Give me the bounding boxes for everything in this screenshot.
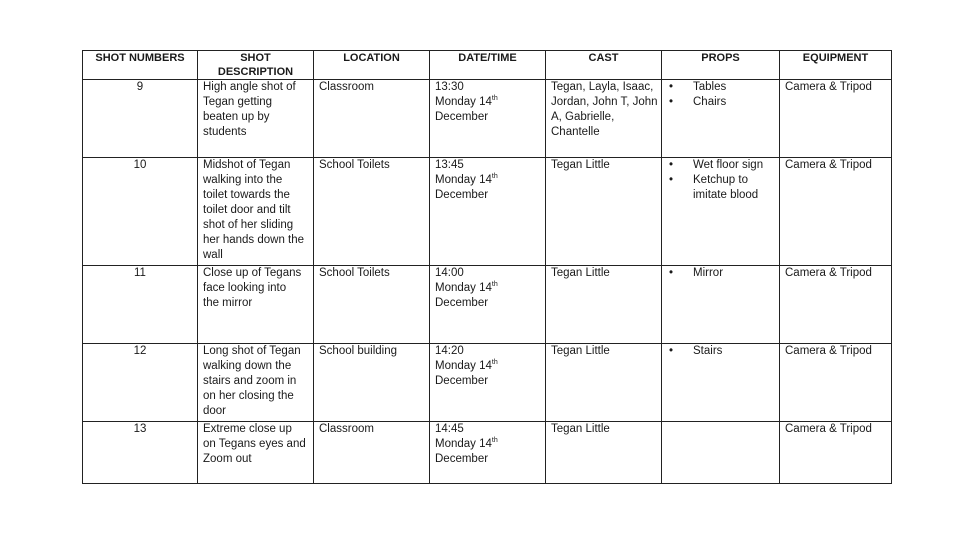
props-cell [662, 158, 780, 266]
time-text: 14:00 [435, 267, 464, 279]
description-line: Midshot of Tegan [203, 159, 291, 171]
cast-line: Tegan Little [551, 345, 610, 357]
day-suffix: th [491, 437, 498, 444]
header-row [83, 51, 892, 80]
description-line: beaten up by [203, 111, 270, 123]
shot-description-cell [198, 266, 314, 344]
description-line: Zoom out [203, 453, 252, 465]
description-line: shot of her sliding [203, 219, 294, 231]
cast-line: Chantelle [551, 126, 600, 138]
props-list [667, 344, 774, 359]
shot-description-cell [198, 158, 314, 266]
time-text: 14:45 [435, 423, 464, 435]
description-line: toilet door and tilt [203, 204, 291, 216]
description-line: High angle shot of [203, 81, 296, 93]
cast-cell [546, 266, 662, 344]
equipment-cell: Camera & Tripod [780, 158, 892, 266]
month-text: December [435, 111, 489, 123]
cast-cell [546, 80, 662, 158]
description-line: Close up of Tegans [203, 267, 302, 279]
table-row [83, 80, 892, 158]
shot-description-cell [198, 80, 314, 158]
location-cell: Classroom [314, 422, 430, 484]
day-suffix: th [491, 95, 498, 102]
table-row [83, 158, 892, 266]
props-cell [662, 266, 780, 344]
header-shot-numbers: SHOT NUMBERS [83, 51, 198, 80]
day-label: Monday 14 [435, 438, 492, 450]
cast-line: Tegan Little [551, 159, 610, 171]
props-list [667, 158, 774, 203]
location-cell: School building [314, 344, 430, 422]
day-suffix: th [491, 281, 498, 288]
cast-cell [546, 344, 662, 422]
description-line: the mirror [203, 297, 253, 309]
day-text [435, 359, 540, 374]
header-shot-description: SHOT DESCRIPTION [198, 51, 314, 80]
date-time-cell [430, 266, 546, 344]
description-line: walking into the [203, 174, 283, 186]
date-time-cell [430, 422, 546, 484]
prop-item: • Chairs [667, 95, 774, 110]
description-line: Tegan getting [203, 96, 273, 108]
table-row [83, 266, 892, 344]
prop-item: • Stairs [667, 344, 774, 359]
cast-cell [546, 422, 662, 484]
day-text [435, 95, 540, 110]
equipment-cell: Camera & Tripod [780, 80, 892, 158]
prop-item: • Ketchup to imitate blood [667, 173, 774, 203]
time-text: 14:20 [435, 345, 464, 357]
description-line: on her closing the [203, 390, 294, 402]
month-text: December [435, 453, 489, 465]
props-cell [662, 80, 780, 158]
description-line: stairs and zoom in [203, 375, 297, 387]
day-text [435, 437, 540, 452]
header-location: LOCATION [314, 51, 430, 80]
month-text: December [435, 189, 489, 201]
props-list [667, 266, 774, 281]
props-cell [662, 344, 780, 422]
cast-line: Tegan, Layla, Isaac, [551, 81, 654, 93]
description-line: Long shot of Tegan [203, 345, 301, 357]
cast-cell [546, 158, 662, 266]
time-text: 13:45 [435, 159, 464, 171]
location-cell: School Toilets [314, 158, 430, 266]
description-line: on Tegans eyes and [203, 438, 306, 450]
cast-line: A, Gabrielle, [551, 111, 615, 123]
description-line: walking down the [203, 360, 292, 372]
header-date-time: DATE/TIME [430, 51, 546, 80]
day-label: Monday 14 [435, 96, 492, 108]
day-label: Monday 14 [435, 174, 492, 186]
description-line: Extreme close up [203, 423, 292, 435]
header-props: PROPS [662, 51, 780, 80]
shot-description-cell [198, 344, 314, 422]
date-time-cell [430, 344, 546, 422]
cast-line: Tegan Little [551, 267, 610, 279]
table-row [83, 344, 892, 422]
day-text [435, 173, 540, 188]
location-cell: Classroom [314, 80, 430, 158]
prop-item: • Tables [667, 80, 774, 95]
day-text [435, 281, 540, 296]
equipment-cell: Camera & Tripod [780, 422, 892, 484]
day-suffix: th [491, 173, 498, 180]
cast-line: Tegan Little [551, 423, 610, 435]
description-line: students [203, 126, 247, 138]
equipment-cell: Camera & Tripod [780, 266, 892, 344]
description-line: wall [203, 249, 223, 261]
prop-item: • Mirror [667, 266, 774, 281]
day-label: Monday 14 [435, 360, 492, 372]
props-list [667, 80, 774, 110]
shot-number-cell: 12 [83, 344, 198, 422]
description-line: toilet towards the [203, 189, 290, 201]
shot-number-cell: 11 [83, 266, 198, 344]
header-equipment: EQUIPMENT [780, 51, 892, 80]
equipment-cell: Camera & Tripod [780, 344, 892, 422]
prop-item: • Wet floor sign [667, 158, 774, 173]
shot-number-cell: 9 [83, 80, 198, 158]
date-time-cell [430, 158, 546, 266]
month-text: December [435, 297, 489, 309]
shot-list-table [82, 50, 892, 484]
shot-number-cell: 13 [83, 422, 198, 484]
time-text: 13:30 [435, 81, 464, 93]
day-label: Monday 14 [435, 282, 492, 294]
shot-description-cell [198, 422, 314, 484]
date-time-cell [430, 80, 546, 158]
description-line: face looking into [203, 282, 287, 294]
description-line: her hands down the [203, 234, 305, 246]
day-suffix: th [491, 359, 498, 366]
location-cell: School Toilets [314, 266, 430, 344]
month-text: December [435, 375, 489, 387]
description-line: door [203, 405, 227, 417]
shot-number-cell: 10 [83, 158, 198, 266]
table-row [83, 422, 892, 484]
header-cast: CAST [546, 51, 662, 80]
cast-line: Jordan, John T, John [551, 96, 658, 108]
props-cell [662, 422, 780, 484]
